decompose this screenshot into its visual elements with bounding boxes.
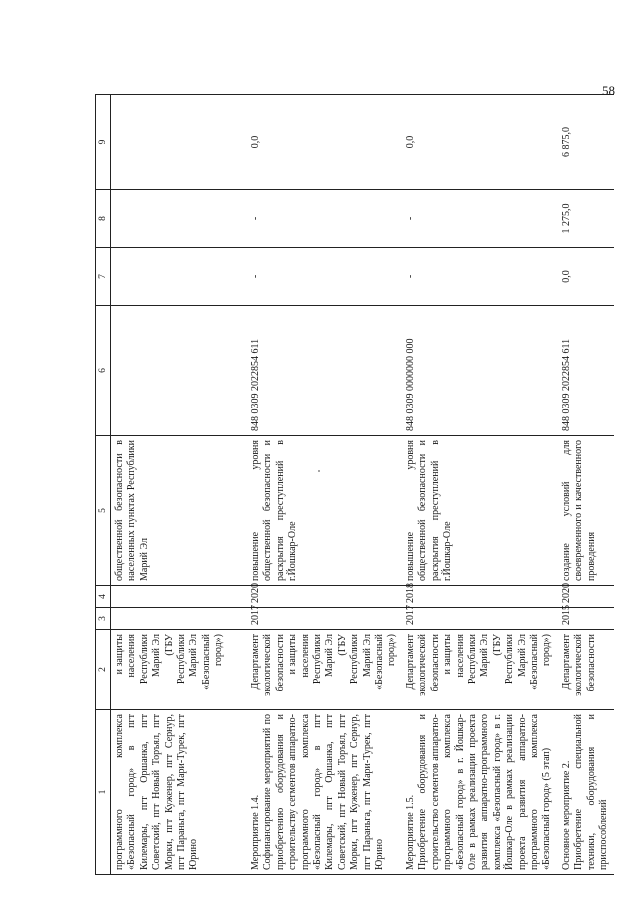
value-col9-cell bbox=[111, 95, 248, 190]
column-numbers-row bbox=[96, 95, 111, 875]
expected-result-cell: общественной безопасности в населенных пунктах Республики Марий Эл bbox=[111, 436, 248, 586]
table-row bbox=[558, 95, 614, 875]
end-year-cell: 2020 bbox=[558, 586, 614, 608]
table-row bbox=[247, 95, 402, 875]
start-year-cell bbox=[111, 608, 248, 630]
budget-code-cell: 848 0309 2022854 611 bbox=[247, 306, 402, 436]
col-header-3: 3 bbox=[96, 608, 111, 630]
col-header-7: 7 bbox=[96, 248, 111, 306]
page-number: 58 bbox=[602, 83, 615, 98]
executor-cell: Департамент экологической безопасности и защиты населения Республики Марий Эл (ГБУ Республики Марий Эл «Безопасный город») bbox=[247, 630, 402, 710]
col-header-2: 2 bbox=[96, 630, 111, 710]
start-year-cell: 2015 bbox=[558, 608, 614, 630]
start-year-cell: 2017 bbox=[402, 608, 558, 630]
value-col7-cell: - bbox=[247, 248, 402, 306]
budget-code-cell: 848 0309 2022854 611 bbox=[558, 306, 614, 436]
col-header-1: 1 bbox=[96, 710, 111, 875]
end-year-cell: 2020 bbox=[247, 586, 402, 608]
value-col8-cell: 1 275,0 bbox=[558, 190, 614, 248]
program-measures-table bbox=[95, 94, 614, 875]
rotated-table-wrapper bbox=[95, 95, 630, 875]
measure-name-cell: Мероприятие 1.5. Приобретение оборудования и строительство сегментов аппаратно-программного комплекса «Безопасный город» в г. Йошкар-Оле в рамках реализации проекта развития аппаратно-программного комплекса «Безопасный город» в г. Йошкар-Оле в рамках реализации проекта развития аппаратно-программного комплекса «Безопасный город» (5 этап) bbox=[402, 710, 558, 875]
budget-code-cell bbox=[111, 306, 248, 436]
col-header-4: 4 bbox=[96, 586, 111, 608]
value-col7-cell: 0,0 bbox=[558, 248, 614, 306]
col-header-5: 5 bbox=[96, 436, 111, 586]
value-col8-cell: - bbox=[247, 190, 402, 248]
budget-code-cell: 848 0309 0000000 000 bbox=[402, 306, 558, 436]
measure-name-cell: Основное мероприятие 2. Приобретение специальной техники, оборудования и приспособлений bbox=[558, 710, 614, 875]
value-col7-cell: - bbox=[402, 248, 558, 306]
start-year-cell: 2017 bbox=[247, 608, 402, 630]
table-row bbox=[111, 95, 248, 875]
col-header-8: 8 bbox=[96, 190, 111, 248]
measure-name-cell: Мероприятие 1.4. Софинансирование мероприятий по приобретению оборудования и строительству сегментов аппаратно-программного комплекса «Безопасный город» в пгт Килемары, пгт Оршанка, пгт Советский, пгт Новый Торъял, пгт Морки, пгт Куженер, пгт Сернур, пгт Параньга, пгт Мари-Турек, пгт Юрино bbox=[247, 710, 402, 875]
end-year-cell bbox=[111, 586, 248, 608]
executor-cell: и защиты населения Республики Марий Эл (ГБУ Республики Марий Эл «Безопасный город») bbox=[111, 630, 248, 710]
expected-result-cell: повышение уровня общественной безопасности и раскрытия преступлений в г.Йошкар-Оле bbox=[402, 436, 558, 586]
value-col8-cell bbox=[111, 190, 248, 248]
value-col9-cell: 0,0 bbox=[402, 95, 558, 190]
table-row bbox=[402, 95, 558, 875]
expected-result-cell: создание условий для своевременного и качественного проведения bbox=[558, 436, 614, 586]
col-header-6: 6 bbox=[96, 306, 111, 436]
value-col9-cell: 0,0 bbox=[247, 95, 402, 190]
value-col9-cell: 6 875,0 bbox=[558, 95, 614, 190]
expected-result-cell: повышение уровня общественной безопасности и раскрытия преступлений в г.Йошкар-Оле bbox=[247, 436, 402, 586]
col-header-9: 9 bbox=[96, 95, 111, 190]
value-col7-cell bbox=[111, 248, 248, 306]
value-col8-cell: - bbox=[402, 190, 558, 248]
end-year-cell: 2018 bbox=[402, 586, 558, 608]
executor-cell: Департамент экологической безопасности и защиты населения Республики Марий Эл (ГБУ Республики Марий Эл «Безопасный город») bbox=[402, 630, 558, 710]
executor-cell: Департамент экологической безопасности bbox=[558, 630, 614, 710]
measure-name-cell: программного комплекса «Безопасный город» в пгт Килемары, пгт Оршанка, пгт Советский, пгт Новый Торъял, пгт Морки, пгт Куженер, пгт Сернур, пгт Параньга, пгт Мари-Турек, пгт Юрино bbox=[111, 710, 248, 875]
